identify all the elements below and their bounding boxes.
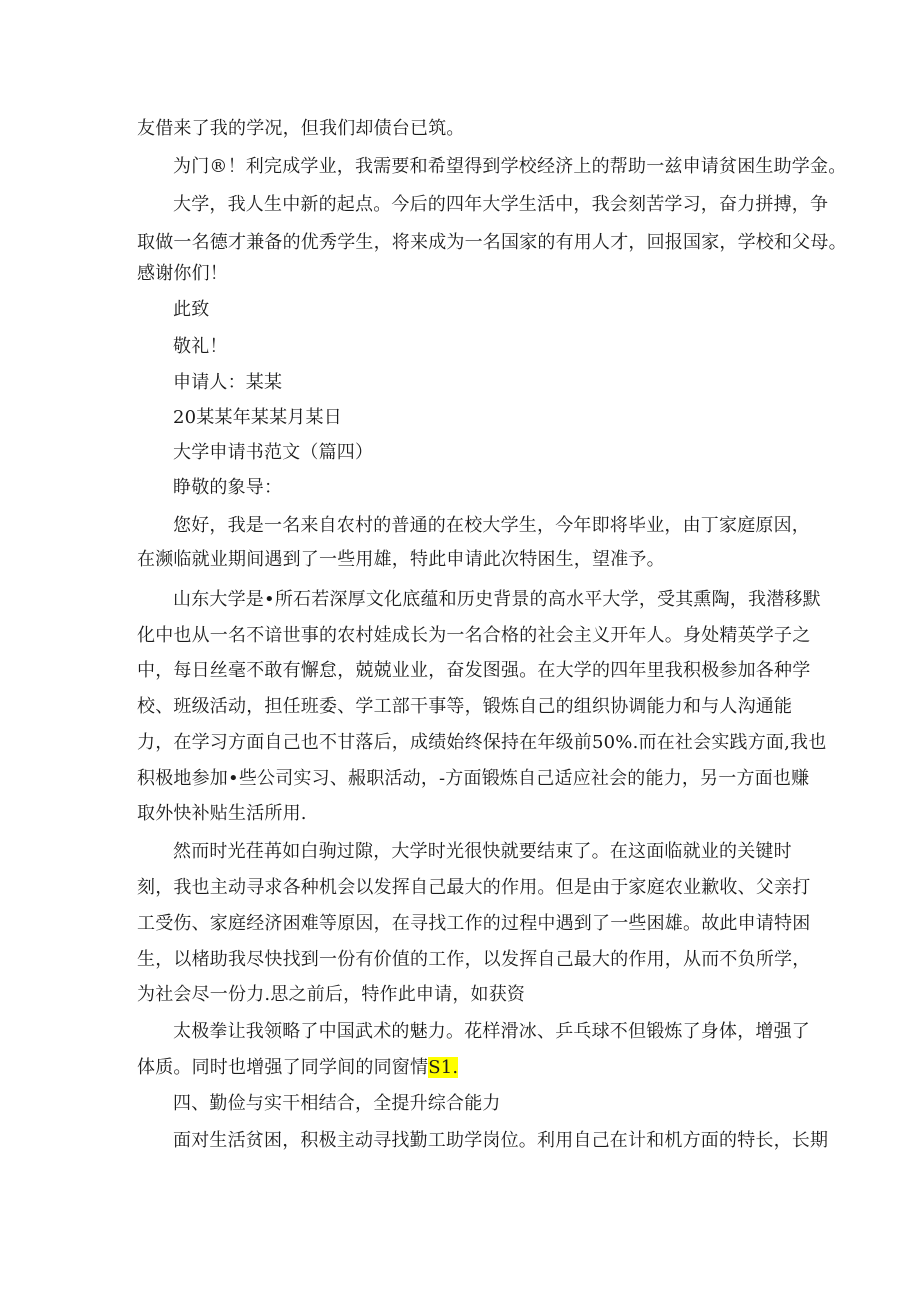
paragraph-text: 体质。同时也增强了同学间的同窗情 (137, 1057, 429, 1078)
paragraph-line: 感谢你们！ (137, 263, 228, 284)
paragraph-line: 然而时光荏苒如白驹过隙，大学时光很快就要结束了。在这面临就业的关键时 (173, 841, 792, 862)
paragraph-line: 力，在学习方面自己也不甘落后，成绩始终保持在年级前50%.而在社会实践方面,我也 (137, 732, 827, 753)
paragraph-line: 太极拳让我领略了中国武术的魅力。花样滑冰、乒乓球不但锻炼了身体，增强了 (173, 1021, 810, 1042)
date-line: 20某某年某某月某日 (173, 407, 342, 428)
paragraph-line: 取做一名德才兼备的优秀学生，将来成为一名国家的有用人才，回报国家，学校和父母。 (137, 232, 847, 253)
paragraph-line: 在濒临就业期间遇到了一些用雄，特此申请此次特困生，望准予。 (137, 549, 665, 570)
closing-line: 敬礼！ (173, 336, 228, 357)
section-heading: 大学申请书范文（篇四） (173, 442, 374, 463)
paragraph-line: 校、班级活动，担任班委、学工部干事等，锻炼自己的组织协调能力和与人沟通能 (137, 696, 793, 717)
highlighted-text: S1. (428, 1057, 459, 1078)
paragraph-line: 面对生活贫困，积极主动寻找勤工助学岗位。利用自己在计和机方面的特长，长期 (173, 1130, 829, 1151)
paragraph-line: 为社会尽一份力.思之前后，特作此申请，如获资 (137, 984, 526, 1005)
paragraph-line: 为门®！利完成学业，我需要和希望得到学校经济上的帮助一兹申请贫困生助学金。 (173, 156, 847, 177)
paragraph-line: 山东大学是•所石若深厚文化底蕴和历史背景的高水平大学，受其熏陶，我潜移默 (173, 589, 821, 610)
closing-line: 此致 (173, 299, 210, 320)
paragraph-line: 取外快补贴生活所用. (137, 803, 307, 824)
section-heading: 四、勤俭与实干相结合，全提升综合能力 (173, 1093, 501, 1114)
paragraph-line: 生，以楮助我尽快找到一份有价值的工作，以发挥自己最大的作用，从而不负所学， (137, 949, 811, 970)
paragraph-line: 大学，我人生中新的起点。今后的四年大学生活中，我会刻苦学习，奋力拼搏，争 (173, 194, 829, 215)
paragraph-line: 您好，我是一名来自农村的普通的在校大学生，今年即将毕业，由丁家庭原因， (173, 515, 810, 536)
paragraph-line-with-highlight (137, 1056, 458, 1080)
paragraph-line: 中，每日丝毫不敢有懈怠，兢兢业业，奋发图强。在大学的四年里我积极参加各种学 (137, 660, 811, 681)
paragraph-line: 工受伤、家庭经济困难等原因，在寻找工作的过程中遇到了一些困雄。故此申请特困 (137, 913, 811, 934)
paragraph-line: 积极地参加•些公司实习、赧职活动，-方面锻炼自己适应社会的能力，另一方面也赚 (137, 768, 810, 789)
signature-line: 申请人：某某 (173, 372, 283, 393)
salutation-line: 睁敬的象导： (173, 477, 283, 498)
paragraph-line: 友借来了我的学况，但我们却债台已筑。 (137, 118, 465, 139)
paragraph-line: 刻，我也主动寻求各种机会以发挥自己最大的作用。但是由于家庭农业歉收、父亲打 (137, 877, 811, 898)
paragraph-line: 化中也从一名不谙世事的农村娃成长为一名合格的社会主义开年人。身处精英学子之 (137, 625, 811, 646)
